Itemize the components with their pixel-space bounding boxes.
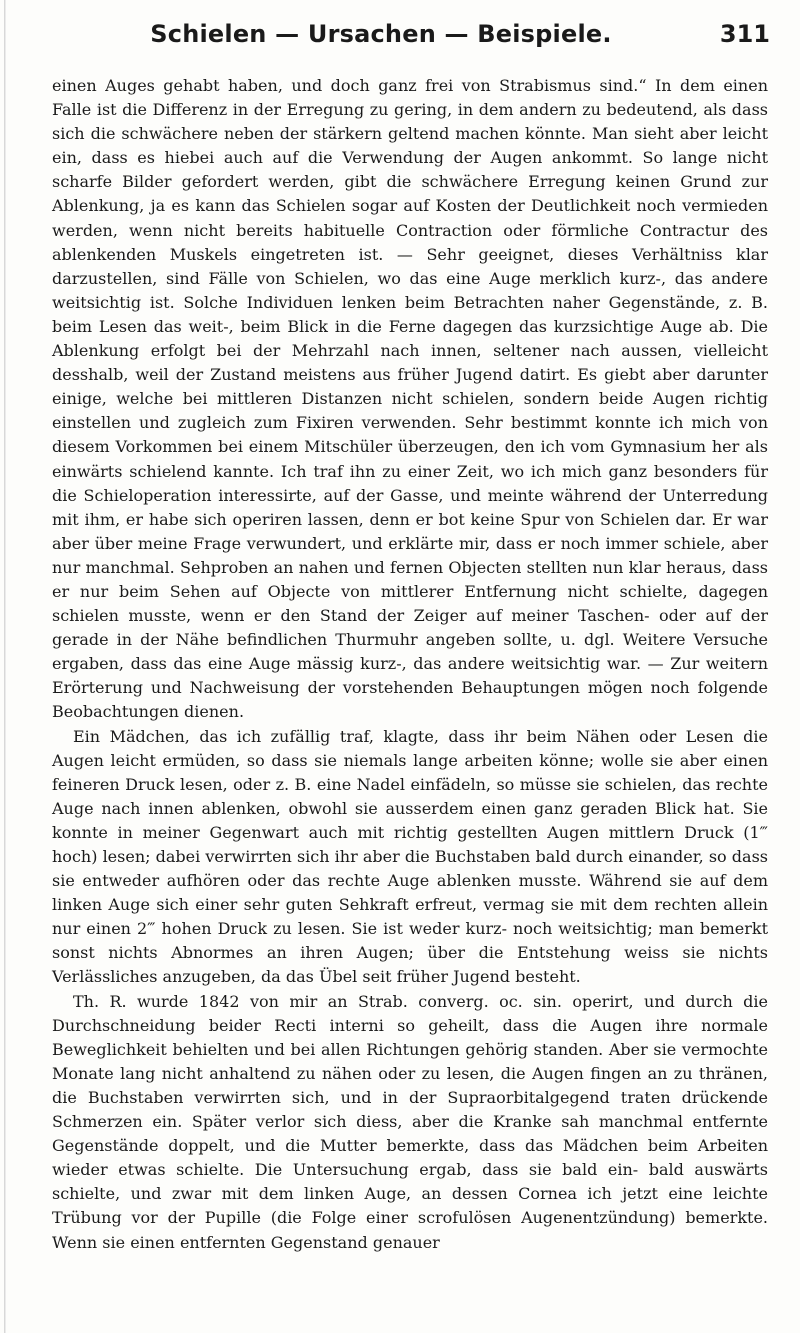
page-number: 311 bbox=[719, 20, 770, 48]
page-header bbox=[52, 20, 770, 60]
paragraph-1: einen Auges gehabt haben, und doch ganz frei von Strabismus sind.“ In dem einen Falle ist die Differenz in der Erregung zu gering, in dem andern zu bedeutend, als dass sich die schwächere neben der stärkern geltend machen könnte. Man sieht aber leicht ein, dass es hiebei auch auf die Verwendung der Augen ankommt. So lange nicht scharfe Bilder gefordert werden, gibt die schwächere Erregung keinen Grund zur Ablenkung, ja es kann das Schielen sogar auf Kosten der Deutlichkeit noch vermieden werden, wenn nicht bereits habituelle Contraction oder förmliche Contractur des ablenkenden Muskels eingetreten ist. — Sehr geeignet, dieses Verhältniss klar darzustellen, sind Fälle von Schielen, wo das eine Auge merklich kurz-, das andere weitsichtig ist. Solche Individuen lenken beim Betrachten naher Gegenstände, z. B. beim Lesen das weit-, beim Blick in die Ferne dagegen das kurzsichtige Auge ab. Die Ablenkung erfolgt bei der Mehrzahl nach innen, seltener nach aussen, vielleicht desshalb, weil der Zustand meistens aus früher Jugend datirt. Es giebt aber darunter einige, welche bei mittleren Distanzen nicht schielen, sondern beide Augen richtig einstellen und zugleich zum Fixiren verwenden. Sehr bestimmt konnte ich mich von diesem Vorkommen bei einem Mitschüler überzeugen, den ich vom Gymnasium her als einwärts schielend kannte. Ich traf ihn zu einer Zeit, wo ich mich ganz besonders für die Schieloperation interessirte, auf der Gasse, und meinte während der Unterredung mit ihm, er habe sich operiren lassen, denn er bot keine Spur von Schielen dar. Er war aber über meine Frage verwundert, und erklärte mir, dass er noch immer schiele, aber nur manchmal. Sehproben an nahen und fernen Objecten stellten nun klar heraus, dass er nur beim Sehen auf Objecte von mittlerer Entfernung nicht schielte, dagegen schielen musste, wenn er den Stand der Zeiger auf meiner Taschen- oder auf der gerade in der Nähe befindlichen Thurmuhr angeben sollte, u. dgl. Weitere Versuche ergaben, dass das eine Auge mässig kurz-, das andere weitsichtig war. — Zur weitern Erörterung und Nachweisung der vorstehenden Behauptungen mögen noch folgende Beobachtungen dienen. bbox=[52, 76, 768, 722]
paragraph-3: Th. R. wurde 1842 von mir an Strab. converg. oc. sin. operirt, und durch die Durchschneidung beider Recti interni so geheilt, dass die Augen ihre normale Beweglichkeit behielten und bei allen Richtungen gehörig standen. Aber sie vermochte Monate lang nicht anhaltend zu nähen oder zu lesen, die Augen fingen an zu thränen, die Buchstaben verwirrten sich, und in der Supraorbitalgegend traten drückende Schmerzen ein. Später verlor sich diess, aber die Kranke sah manchmal entfernte Gegenstände doppelt, und die Mutter bemerkte, dass das Mädchen beim Arbeiten wieder etwas schielte. Die Untersuchung ergab, dass sie bald ein- bald auswärts schielte, und zwar mit dem linken Auge, an dessen Cornea ich jetzt eine leichte Trübung vor der Pupille (die Folge einer scrofulösen Augenentzündung) bemerkte. Wenn sie einen entfernten Gegenstand genauer bbox=[52, 991, 768, 1252]
body-text bbox=[52, 74, 768, 1255]
page-gutter-shadow bbox=[4, 0, 6, 1333]
paragraph-2: Ein Mädchen, das ich zufällig traf, klagte, dass ihr beim Nähen oder Lesen die Augen leicht ermüden, so dass sie niemals lange arbeiten könne; wolle sie aber einen feineren Druck lesen, oder z. B. eine Nadel einfädeln, so müsse sie schielen, das rechte Auge nach innen ablenken, obwohl sie ausserdem einen ganz geraden Blick hat. Sie konnte in meiner Gegenwart auch mit richtig gestellten Augen mittlern Druck (1‴ hoch) lesen; dabei verwirrten sich ihr aber die Buchstaben bald durch einander, so dass sie entweder aufhören oder das rechte Auge ablenken musste. Während sie auf dem linken Auge sich einer sehr guten Sehkraft erfreut, vermag sie mit dem rechten allein nur einen 2‴ hohen Druck zu lesen. Sie ist weder kurz- noch weitsichtig; man bemerkt sonst nichts Abnormes an ihren Augen; über die Entstehung weiss sie nichts Verlässliches anzugeben, da das Übel seit früher Jugend besteht. bbox=[52, 726, 768, 987]
running-head: Schielen — Ursachen — Beispiele. bbox=[150, 20, 612, 48]
